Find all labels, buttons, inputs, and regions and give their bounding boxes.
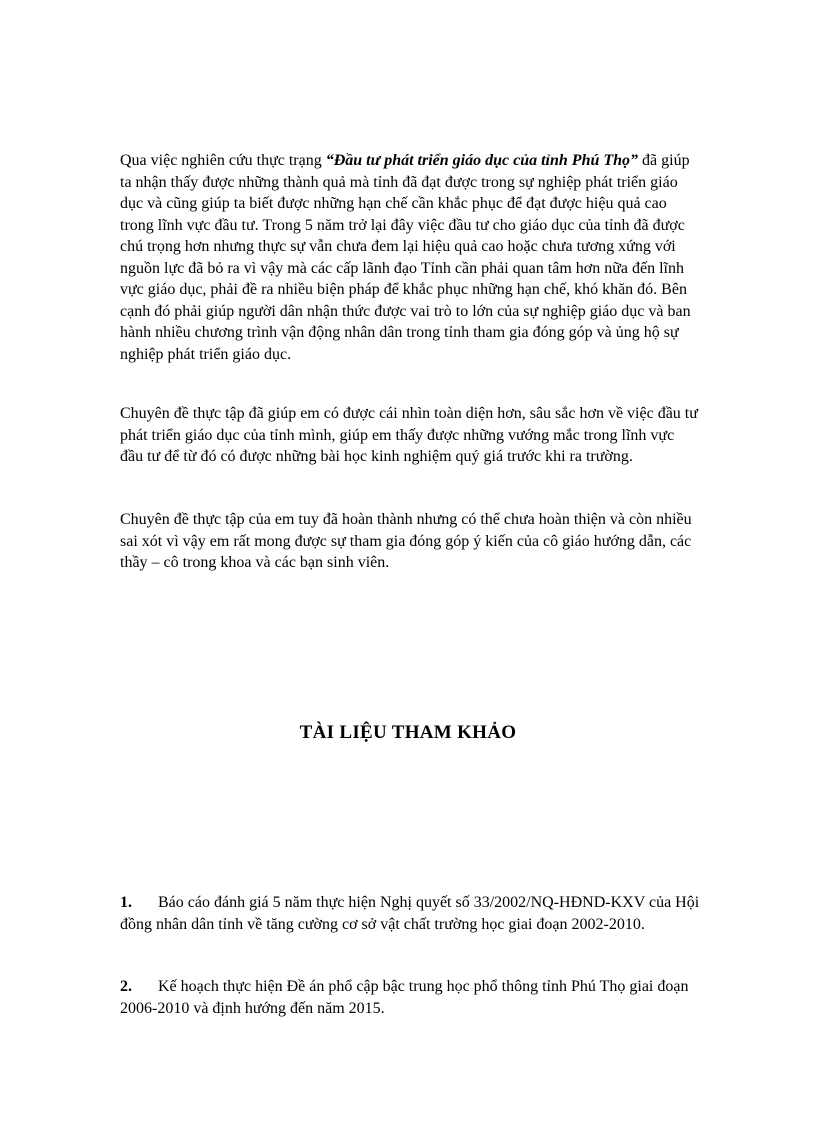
reference-number: 1. bbox=[120, 894, 132, 911]
study-title: “Đầu tư phát triển giáo dục của tỉnh Phú Thọ” bbox=[325, 152, 639, 169]
paragraph-lead: Qua việc nghiên cứu thực trạng bbox=[120, 152, 326, 169]
conclusion-paragraph-2: Chuyên đề thực tập đã giúp em có được cái nhìn toàn diện hơn, sâu sắc hơn về việc đầu tư phát triển giáo dục của tỉnh mình, giúp em thấy được những vướng mắc trong lĩnh vực đầu tư để từ đó có được những bài học kinh nghiệm quý giá trước khi ra trường. bbox=[120, 405, 698, 465]
reference-text: Kế hoạch thực hiện Đề án phổ cập bậc trung học phổ thông tỉnh Phú Thọ giai đoạn 2006-2010 và định hướng đến năm 2015. bbox=[120, 978, 689, 1017]
conclusion-paragraph-1 bbox=[120, 150, 700, 365]
reference-number: 2. bbox=[120, 978, 132, 995]
reference-item bbox=[120, 976, 700, 1020]
conclusion-paragraph-3: Chuyên đề thực tập của em tuy đã hoàn thành nhưng có thể chưa hoàn thiện và còn nhiều sai xót vì vậy em rất mong được sự tham gia đóng góp ý kiến của cô giáo hướng dẫn, các thầy – cô trong khoa và các bạn sinh viên. bbox=[120, 511, 692, 571]
references-heading: TÀI LIỆU THAM KHẢO bbox=[299, 722, 517, 743]
reference-text: Báo cáo đánh giá 5 năm thực hiện Nghị quyết số 33/2002/NQ-HĐND-KXV của Hội đồng nhân dân tỉnh về tăng cường cơ sở vật chất trường học giai đoạn 2002-2010. bbox=[120, 894, 700, 933]
paragraph-body: đã giúp ta nhận thấy được những thành quả mà tỉnh đã đạt được trong sự nghiệp phát triển giáo dục và cũng giúp ta biết được những hạn chế cần khắc phục để đạt được hiệu quả cao trong lĩnh vực đầu tư. Trong 5 năm trở lại đây việc đầu tư cho giáo dục của tỉnh đã được chú trọng hơn nhưng thực sự vẫn chưa đem lại hiệu quả cao hoặc chưa tương xứng với nguồn lực đã bỏ ra vì vậy mà các cấp lãnh đạo Tỉnh cần phải quan tâm hơn nữa đến lĩnh vực giáo dục, phải đề ra nhiều biện pháp để khắc phục những hạn chế, khó khăn đó. Bên cạnh đó phải giúp người dân nhận thức được vai trò to lớn của sự nghiệp giáo dục và ban hành nhiều chương trình vận động nhân dân trong tỉnh tham gia đóng góp và ủng hộ sự nghiệp phát triển giáo dục. bbox=[120, 152, 691, 363]
reference-item bbox=[120, 892, 700, 936]
